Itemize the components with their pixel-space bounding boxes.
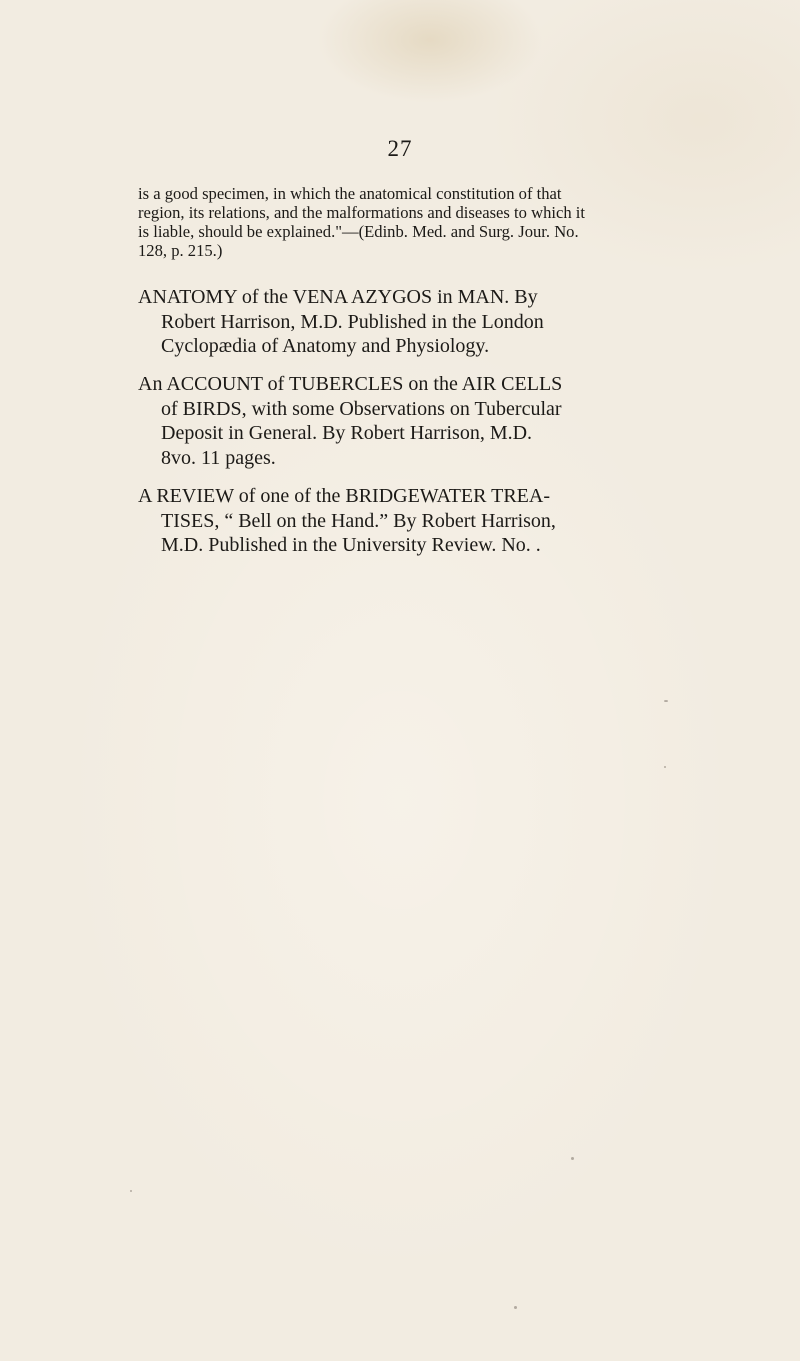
- text-line: 128, p. 215.): [138, 241, 223, 260]
- text-line: is a good specimen, in which the anatomical constitution of that: [138, 184, 562, 203]
- bibliography-entry-vena-azygos: [138, 285, 703, 359]
- bibliography-entry-bridgewater-review: [138, 484, 703, 558]
- text-line: is liable, should be explained."—(Edinb. Med. and Surg. Jour. No.: [138, 222, 579, 241]
- text-line: An ACCOUNT of TUBERCLES on the AIR CELLS: [138, 373, 563, 395]
- continuation-paragraph: [138, 184, 673, 260]
- bibliography-entry-tubercles: [138, 372, 703, 470]
- text-line: A REVIEW of one of the BRIDGEWATER TREA-: [138, 485, 550, 507]
- text-line: Cyclopædia of Anatomy and Physiology.: [161, 335, 490, 357]
- page-number: 27: [387, 136, 413, 161]
- text-line: Deposit in General. By Robert Harrison, M.D.: [161, 422, 533, 444]
- text-line: 8vo. 11 pages.: [161, 446, 276, 469]
- text-line: Robert Harrison, M.D. Published in the London: [161, 310, 544, 333]
- text-line: TISES, “ Bell on the Hand.” By Robert Harrison,: [161, 509, 556, 532]
- text-line: ANATOMY of the VENA AZYGOS in MAN. By: [138, 286, 538, 308]
- text-line: region, its relations, and the malformations and diseases to which it: [138, 203, 586, 222]
- text-line: M.D. Published in the University Review. No. .: [161, 534, 541, 556]
- text-line: of BIRDS, with some Observations on Tubercular: [161, 397, 562, 420]
